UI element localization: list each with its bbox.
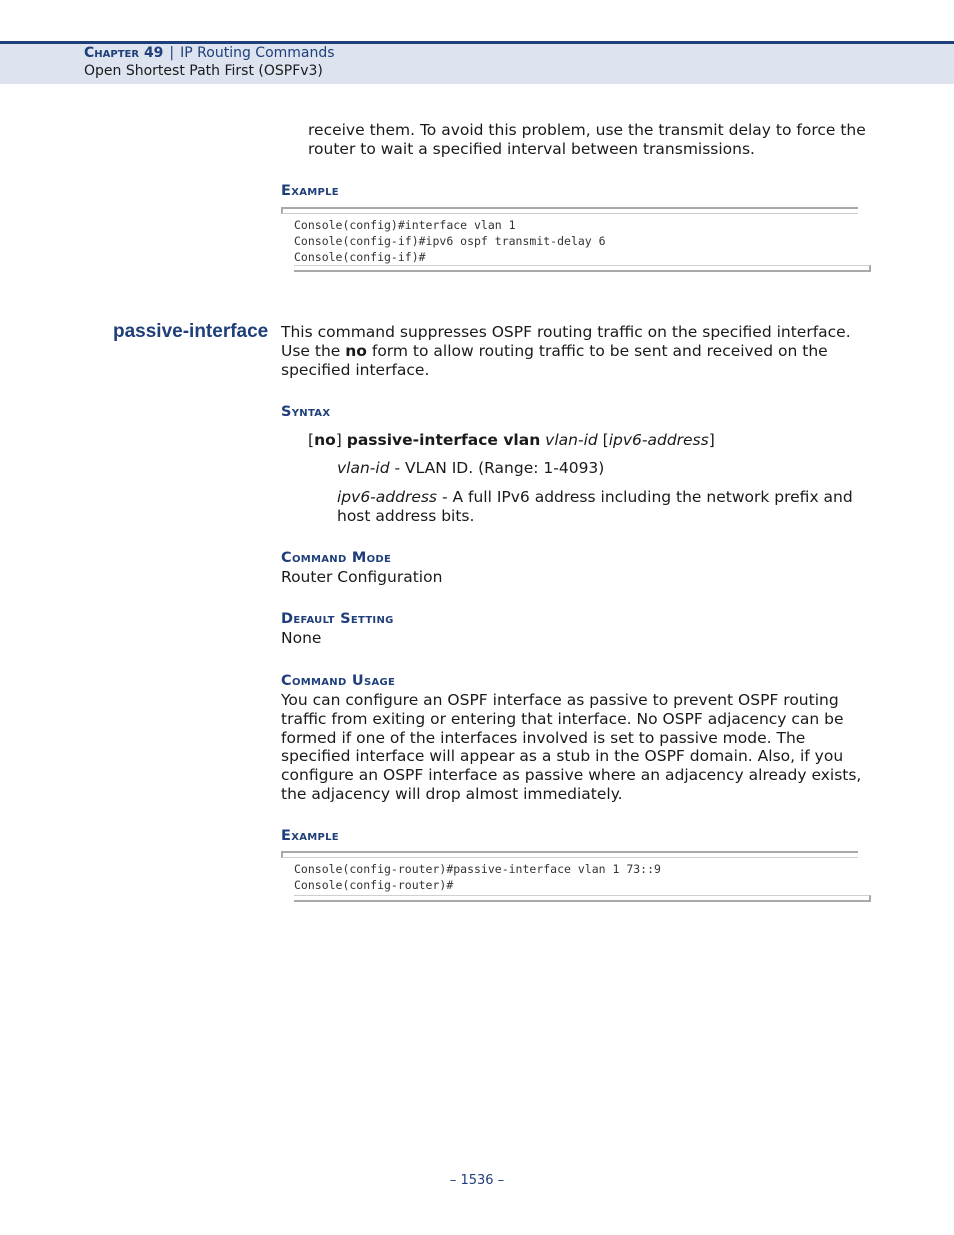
code-example-1 (281, 207, 869, 277)
code-frame-bottom (294, 895, 871, 902)
intro-line: router to wait a specified interval between transmissions. (308, 139, 755, 158)
usage-line: configure an OSPF interface as passive where an adjacency already exists, (281, 766, 862, 785)
param-vlan-id (337, 459, 604, 478)
syntax-heading: Syntax (281, 404, 331, 420)
bracket: ] (335, 431, 347, 449)
command-title: passive-interface (113, 321, 269, 342)
command-mode-heading: Command Mode (281, 550, 392, 566)
chapter-title: IP Routing Commands (180, 45, 335, 61)
example-heading: Example (281, 183, 339, 199)
command-usage-text (281, 691, 861, 804)
usage-line: You can configure an OSPF interface as passive to prevent OSPF routing (281, 691, 839, 709)
usage-line: specified interface will appear as a stub in the OSPF domain. Also, if you (281, 747, 844, 766)
command-usage-heading: Command Usage (281, 673, 396, 689)
usage-line: formed if one of the interfaces involved is set to passive mode. The (281, 728, 806, 747)
description-line: specified interface. (281, 360, 430, 379)
bracket: ] (708, 431, 715, 449)
running-header (84, 45, 335, 61)
code-frame-bottom (294, 265, 871, 272)
description-line: This command suppresses OSPF routing traffic on the specified interface. (281, 323, 851, 341)
intro-paragraph (308, 121, 866, 159)
intro-line: receive them. To avoid this problem, use the transmit delay to force the (308, 121, 866, 139)
bracket: [ (308, 431, 315, 449)
param-name: vlan-id (337, 459, 390, 477)
param-desc: - VLAN ID. (Range: 1-4093) (389, 459, 605, 477)
description-text: Use the (281, 341, 346, 360)
example-heading: Example (281, 828, 339, 844)
param-desc: - A full IPv6 address including the network prefix and (437, 488, 853, 506)
chapter-label: Chapter 49 (84, 45, 164, 61)
code-text: Console(config-router)#passive-interface vlan 1 73::9 Console(config-router)# (294, 862, 661, 892)
syntax-command: passive-interface vlan (346, 431, 541, 449)
description-line (281, 342, 851, 361)
syntax-line (308, 431, 715, 450)
syntax-no: no (314, 431, 336, 449)
header-separator: | (169, 45, 175, 61)
command-mode-value: Router Configuration (281, 568, 443, 586)
param-ipv6-address (337, 488, 853, 526)
usage-line: the adjacency will drop almost immediately. (281, 784, 623, 803)
code-example-2 (281, 851, 869, 907)
syntax-arg: vlan-id (545, 431, 598, 449)
param-name: ipv6-address (337, 488, 438, 506)
bracket: [ (597, 431, 609, 449)
default-setting-heading: Default Setting (281, 611, 394, 627)
usage-line: traffic from exiting or entering that interface. No OSPF adjacency can be (281, 709, 844, 728)
page-number: – 1536 – (449, 1173, 505, 1188)
code-text: Console(config)#interface vlan 1 Console(config-if)#ipv6 ospf transmit-delay 6 Console(config-if)# (294, 218, 606, 264)
section-title: Open Shortest Path First (OSPFv3) (84, 63, 323, 79)
command-description (281, 323, 851, 379)
default-setting-value: None (281, 629, 322, 647)
code-frame-top (281, 207, 858, 214)
param-desc: host address bits. (337, 506, 475, 525)
no-keyword: no (345, 341, 367, 360)
description-text: form to allow routing traffic to be sent and received on the (366, 341, 828, 360)
syntax-arg: ipv6-address (608, 431, 709, 449)
code-frame-top (281, 851, 858, 858)
